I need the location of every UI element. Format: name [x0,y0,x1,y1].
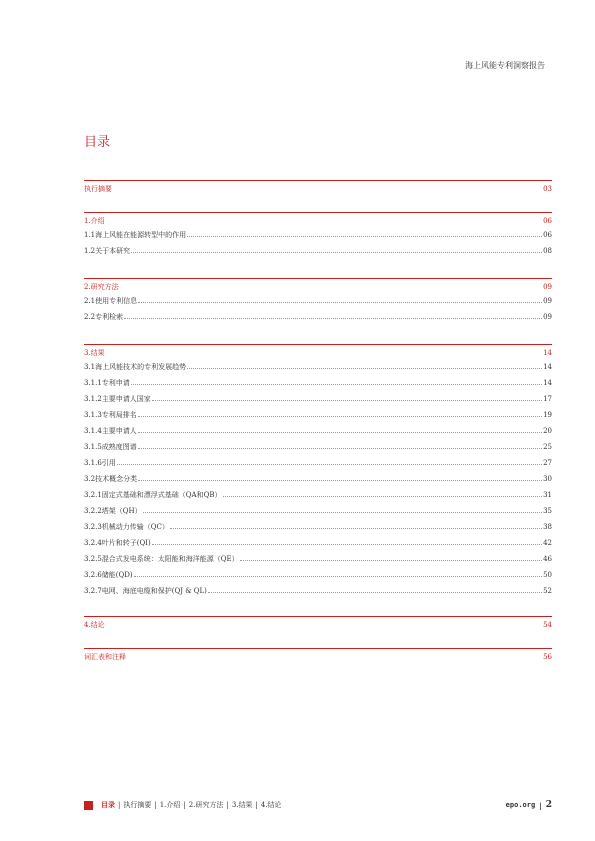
toc-section-heading[interactable] [84,217,552,226]
toc-entry-page: 35 [543,507,552,515]
toc-leader-dots [138,474,542,481]
toc-section [84,648,552,666]
toc-entry-page: 56 [543,653,552,661]
toc-entry-page: 06 [543,217,552,225]
toc-entry[interactable] [84,442,552,452]
toc-entry[interactable] [84,474,552,484]
toc-leader-dots [138,296,542,303]
toc-entry-label: 3.1海上风能技术的专利发展趋势 [84,363,187,371]
site-link[interactable]: epo.org [505,801,536,809]
toc-section [84,212,552,262]
toc-section [84,344,552,602]
toc-entry[interactable] [84,394,552,404]
footer-nav-item[interactable]: 2.研究方法 [188,801,224,809]
toc-entry-page: 52 [543,587,552,595]
toc-leader-dots [138,410,542,417]
page-number: 2 [545,800,552,810]
toc-section [84,180,552,198]
toc-entry-page: 31 [543,491,552,499]
toc-entry-label: 3.结果 [84,349,105,357]
toc-entry-page: 25 [543,443,552,451]
toc-entry[interactable] [84,362,552,372]
toc-entry[interactable] [84,586,552,596]
toc-entry-label: 3.1.3专利局排名 [84,411,137,419]
toc-entry-label: 3.2.7电网、海底电缆和保护(QJ & QL) [84,587,207,595]
toc-entry-page: 08 [543,247,552,255]
footer-nav-item[interactable]: 3.结果 [231,801,253,809]
toc-entry-label: 词汇表和注释 [84,653,126,661]
footer-nav-item[interactable]: 1.介绍 [159,801,181,809]
toc-leader-dots [106,217,542,223]
toc-entry-label: 3.2.1固定式基础和漂浮式基础（QA和QB） [84,491,222,499]
toc-entry-label: 3.2.3机械动力传输（QC） [84,523,169,531]
toc-entry[interactable] [84,570,552,580]
toc-entry-page: 50 [543,571,552,579]
toc-section-heading[interactable] [84,185,552,194]
toc-entry-label: 1.1海上风能在能源转型中的作用 [84,231,187,239]
toc-section-heading[interactable] [84,283,552,292]
footer-nav-item[interactable]: 目录 [101,800,115,809]
toc-leader-dots [134,570,542,577]
footer [84,800,552,810]
toc-entry-page: 06 [543,231,552,239]
toc-leader-dots [187,362,542,369]
footer-nav-item[interactable]: 执行摘要 [123,801,152,809]
toc-entry-label: 3.2.5混合式发电系统：太阳能和海洋能源（QE） [84,555,239,563]
toc-entry-label: 3.1.5成熟度图谱 [84,443,137,451]
toc-entry-page: 46 [543,555,552,563]
toc-entry-label: 3.1.6引用 [84,459,116,467]
toc-entry[interactable] [84,410,552,420]
toc-entry-page: 09 [543,297,552,305]
toc-entry-page: 27 [543,459,552,467]
toc-entry[interactable] [84,554,552,564]
toc-entry-page: 42 [543,539,552,547]
toc-entry-label: 1.介绍 [84,217,105,225]
footer-marker [84,801,93,810]
toc-entry[interactable] [84,506,552,516]
toc-entry-page: 19 [543,411,552,419]
toc-entry[interactable] [84,522,552,532]
toc-entry-label: 2.2专利检索 [84,313,124,321]
toc-entry-label: 3.1.4主要申请人 [84,427,137,435]
toc-entry[interactable] [84,312,552,322]
toc-leader-dots [240,554,542,561]
toc-entry-page: 14 [543,349,552,357]
toc-section-heading[interactable] [84,653,552,662]
toc-section [84,278,552,328]
toc-leader-dots [106,621,542,627]
toc-entry-page: 09 [543,283,552,291]
toc-leader-dots [131,378,542,385]
toc-entry-label: 4.结论 [84,621,105,629]
toc-section-heading[interactable] [84,349,552,358]
toc-leader-dots [187,230,542,237]
footer-nav-separator: | [226,801,229,809]
footer-nav [101,800,282,810]
toc-entry-label: 2.研究方法 [84,283,119,291]
toc-entry-page: 14 [543,363,552,371]
toc-entry-page: 20 [543,427,552,435]
toc-leader-dots [152,394,542,401]
footer-nav-separator: | [118,801,121,809]
toc-leader-dots [138,426,542,433]
toc-entry-label: 1.2关于本研究 [84,247,131,255]
toc-entry-label: 2.1使用专利信息 [84,297,138,305]
toc-entry[interactable] [84,538,552,548]
footer-nav-separator: | [154,801,157,809]
toc-section-heading[interactable] [84,621,552,630]
toc-entry-label: 3.2.4叶片和转子(QI) [84,539,151,547]
toc-entry-page: 54 [543,621,552,629]
toc-entry-page: 09 [543,313,552,321]
toc-entry[interactable] [84,458,552,468]
toc-entry-page: 14 [543,379,552,387]
toc-leader-dots [208,586,542,593]
toc-leader-dots [106,349,542,355]
toc-section [84,616,552,634]
toc-entry[interactable] [84,296,552,306]
footer-divider: | [539,800,542,810]
footer-nav-item[interactable]: 4.结论 [260,801,282,809]
toc-entry-label: 3.2技术概念分类 [84,475,138,483]
toc-entry-page: 03 [543,185,552,193]
toc-entry-label: 执行摘要 [84,185,112,193]
toc-leader-dots [124,312,542,319]
toc-entry[interactable] [84,426,552,436]
toc-entry[interactable] [84,246,552,256]
toc-entry[interactable] [84,490,552,500]
report-title: 海上风能专利洞察报告 [465,61,545,70]
toc-entry-label: 3.2.6储能(QD) [84,571,133,579]
footer-nav-separator: | [183,801,186,809]
toc-leader-dots [127,653,542,659]
toc-title: 目录 [84,134,111,150]
toc-leader-dots [117,458,542,465]
toc-entry[interactable] [84,230,552,240]
toc-leader-dots [152,538,542,545]
toc-entry-label: 3.1.1专利申请 [84,379,130,387]
toc-entry[interactable] [84,378,552,388]
toc-leader-dots [131,246,542,253]
toc-entry-label: 3.1.2主要申请人国家 [84,395,151,403]
toc-leader-dots [170,522,542,529]
toc-leader-dots [138,442,542,449]
toc-leader-dots [120,283,542,289]
toc-entry-page: 17 [543,395,552,403]
toc-entry-page: 30 [543,475,552,483]
toc-entry-page: 38 [543,523,552,531]
footer-nav-separator: | [255,801,258,809]
toc-leader-dots [223,490,543,497]
toc-leader-dots [143,506,542,513]
toc-leader-dots [113,185,542,191]
toc-entry-label: 3.2.2塔架（QH） [84,507,142,515]
